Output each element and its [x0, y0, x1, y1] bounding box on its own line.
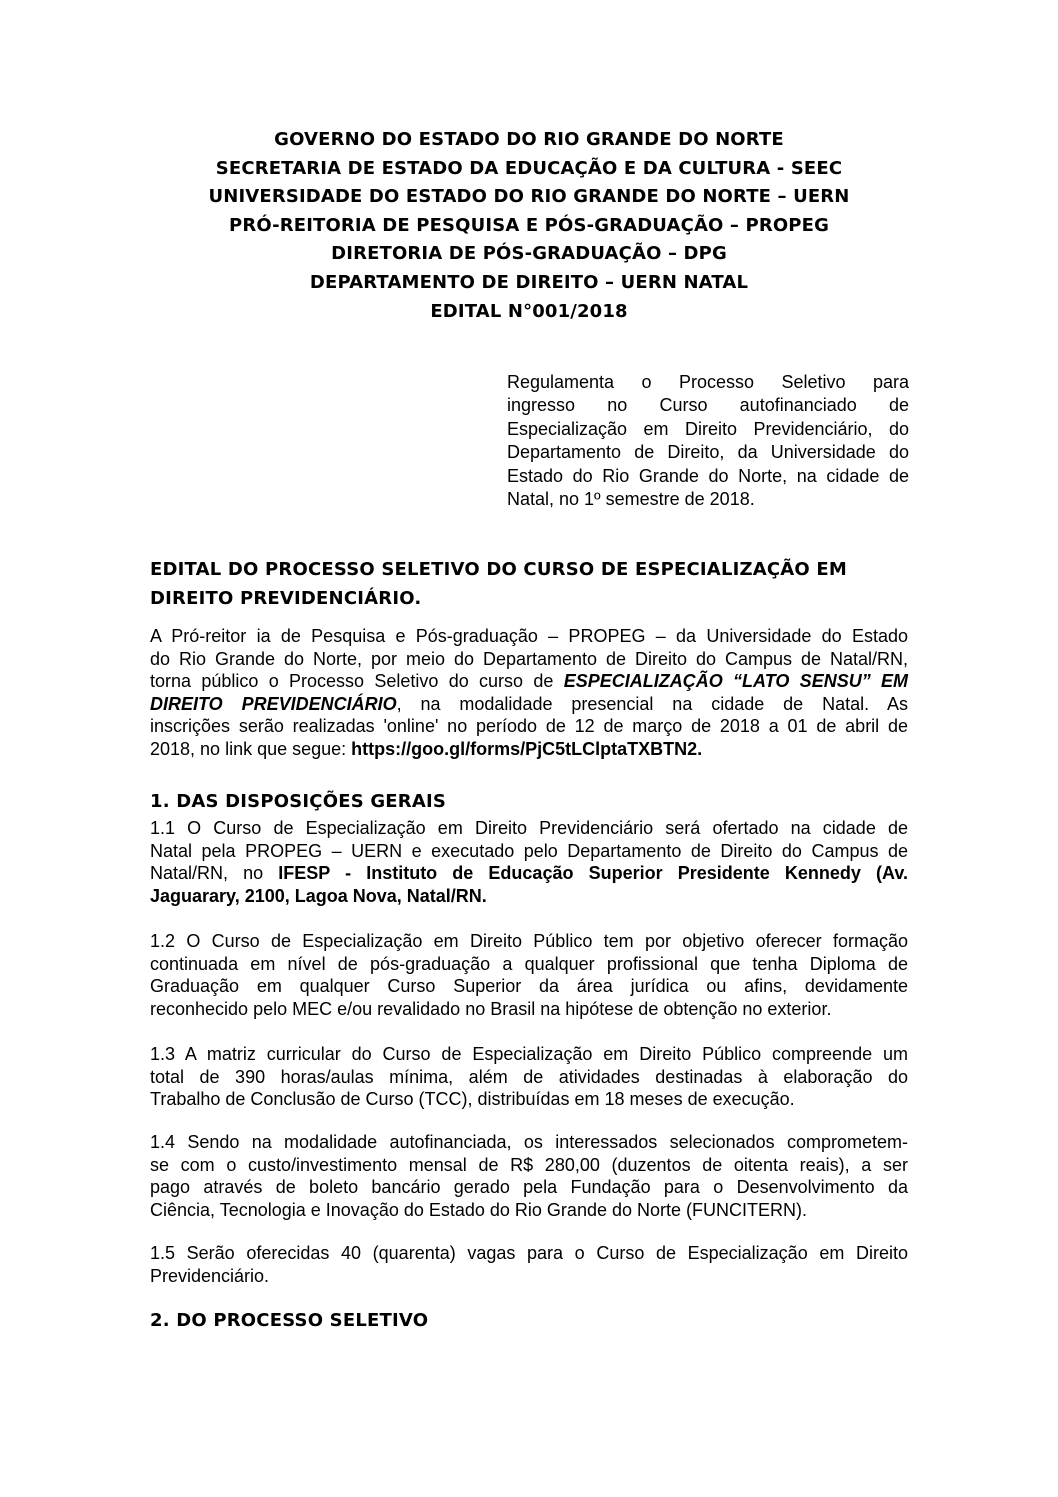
header-line-university: UNIVERSIDADE DO ESTADO DO RIO GRANDE DO NORTE – UERN: [208, 186, 850, 208]
paragraph-1-2: [150, 930, 908, 1020]
header-line-department: DEPARTAMENTO DE DIREITO – UERN NATAL: [309, 271, 749, 293]
paragraph-line: Natal pela PROPEG – UERN e executado pelo Departamento de Direito do Campus de: [150, 840, 908, 861]
paragraph-1-4: [150, 1131, 908, 1221]
abstract-line: Departamento de Direito, da Universidade do: [507, 442, 909, 463]
paragraph-line: do Rio Grande do Norte, por meio do Departamento de Direito do Campus de Natal/RN,: [150, 648, 908, 669]
paragraph-text: , na modalidade presencial na cidade de Natal. As: [396, 693, 908, 714]
paragraph-line: [150, 670, 908, 693]
paragraph-text: Natal/RN, no: [150, 863, 279, 883]
abstract-line: Estado do Rio Grande do Norte, na cidade de: [507, 465, 909, 486]
header-line-government: GOVERNO DO ESTADO DO RIO GRANDE DO NORTE: [274, 129, 784, 150]
abstract-line: Especialização em Direito Previdenciário, do: [507, 418, 909, 439]
intro-paragraph: [150, 625, 908, 760]
paragraph-line: Trabalho de Conclusão de Curso (TCC), distribuídas em 18 meses de execução.: [150, 1089, 795, 1109]
abstract-line: Natal, no 1º semestre de 2018.: [507, 489, 755, 510]
paragraph-line: Ciência, Tecnologia e Inovação do Estado do Rio Grande do Norte (FUNCITERN).: [150, 1199, 807, 1220]
paragraph-1-5: [150, 1242, 908, 1287]
header-line-directorate: DIRETORIA DE PÓS-GRADUAÇÃO – DPG: [331, 243, 727, 265]
paragraph-line: inscrições serão realizadas 'online' no período de 12 de março de 2018 a 01 de abril de: [150, 716, 908, 736]
paragraph-line: [150, 693, 908, 716]
paragraph-text: 2018, no link que segue:: [150, 738, 352, 759]
edital-title: [150, 555, 910, 613]
paragraph-1-3: [150, 1043, 908, 1111]
edital-abstract: [507, 371, 909, 511]
section-1-title: 1. DAS DISPOSIÇÕES GERAIS: [150, 791, 447, 812]
abstract-line: Regulamenta o Processo Seletivo para: [507, 372, 909, 392]
edital-title-line: DIREITO PREVIDENCIÁRIO.: [150, 588, 422, 609]
paragraph-line: Previdenciário.: [150, 1265, 270, 1286]
paragraph-line: A Pró-reitor ia de Pesquisa e Pós-graduação – PROPEG – da Universidade do Estado: [150, 626, 908, 646]
paragraph-line: reconhecido pelo MEC e/ou revalidado no Brasil na hipótese de obtenção no exterior.: [150, 998, 832, 1019]
paragraph-text: torna público o Processo Seletivo do curso de: [150, 671, 564, 691]
registration-link[interactable]: https://goo.gl/forms/PjC5tLClptaTXBTN2.: [351, 738, 703, 759]
paragraph-line: [150, 862, 908, 885]
paragraph-line: 1.3 A matriz curricular do Curso de Especialização em Direito Público compreende um: [150, 1044, 908, 1064]
paragraph-line: 1.2 O Curso de Especialização em Direito Público tem por objetivo oferecer formação: [150, 931, 908, 951]
header-line-edital-number: EDITAL N°001/2018: [430, 300, 628, 322]
paragraph-line: Graduação em qualquer Curso Superior da área jurídica ou afins, devidamente: [150, 976, 908, 996]
course-name-emphasis: ESPECIALIZAÇÃO “LATO SENSU” EM: [563, 671, 909, 691]
paragraph-line: continuada em nível de pós-graduação a qualquer profissional que tenha Diploma de: [150, 953, 908, 974]
abstract-line: ingresso no Curso autofinanciado de: [507, 395, 909, 416]
section-2-title: 2. DO PROCESSO SELETIVO: [150, 1310, 429, 1331]
paragraph-line: total de 390 horas/aulas mínima, além de atividades destinadas à elaboração do: [150, 1066, 908, 1087]
paragraph-line: Jaguarary, 2100, Lagoa Nova, Natal/RN.: [150, 885, 487, 906]
paragraph-line: [150, 738, 908, 761]
header-line-pro-rectorate: PRÓ-REITORIA DE PESQUISA E PÓS-GRADUAÇÃO – PROPEG: [228, 214, 829, 236]
venue-emphasis: IFESP - Instituto de Educação Superior Presidente Kennedy (Av.: [278, 863, 908, 883]
paragraph-line: 1.4 Sendo na modalidade autofinanciada, os interessados selecionados comprometem-: [150, 1132, 908, 1152]
course-name-emphasis: DIREITO PREVIDENCIÁRIO: [150, 693, 397, 714]
edital-title-line: EDITAL DO PROCESSO SELETIVO DO CURSO DE ESPECIALIZAÇÃO EM: [150, 559, 848, 580]
paragraph-line: se com o custo/investimento mensal de R$ 280,00 (duzentos de oitenta reais), a ser: [150, 1154, 908, 1175]
paragraph-line: pago através de boleto bancário gerado pela Fundação para o Desenvolvimento da: [150, 1177, 908, 1197]
paragraph-line: 1.1 O Curso de Especialização em Direito Previdenciário será ofertado na cidade de: [150, 818, 908, 838]
paragraph-1-1: [150, 817, 908, 907]
paragraph-line: 1.5 Serão oferecidas 40 (quarenta) vagas para o Curso de Especialização em Direito: [150, 1243, 908, 1263]
document-header: [120, 126, 938, 326]
header-line-secretariat: SECRETARIA DE ESTADO DA EDUCAÇÃO E DA CULTURA - SEEC: [215, 157, 843, 179]
